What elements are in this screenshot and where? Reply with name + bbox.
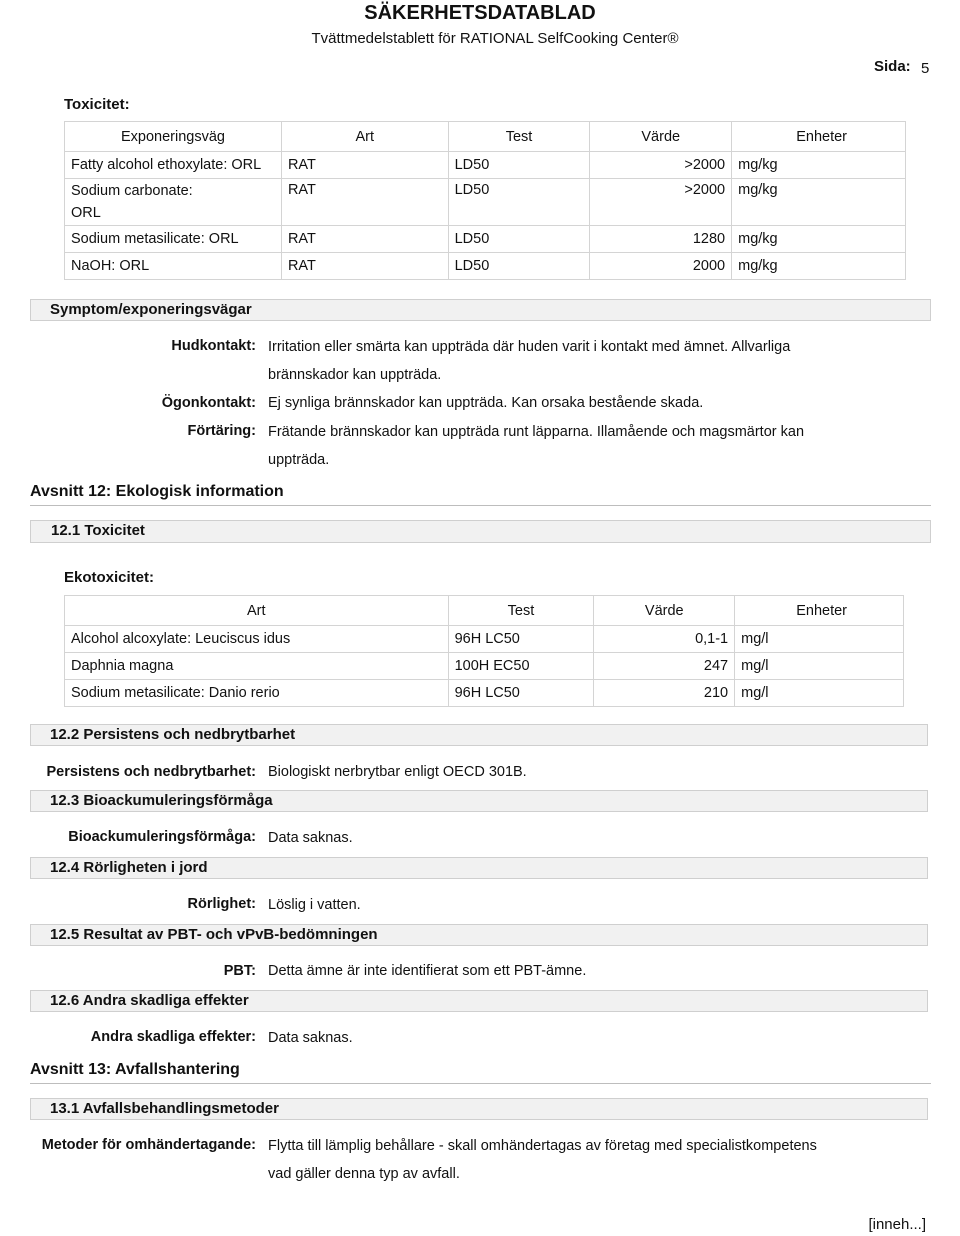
ingestion-line: Frätande brännskador kan uppträda runt läpparna. Illamående och magsmärtor kan (268, 424, 805, 440)
ecotoxicity-table (64, 595, 904, 707)
table-header-row (65, 596, 904, 626)
skin-contact-line: Irritation eller smärta kan uppträda där huden varit i kontakt med ämnet. Allvarliga (268, 339, 791, 355)
document-subtitle: Tvättmedelstablett för RATIONAL SelfCooking Center® (311, 30, 679, 47)
subsection-12-6-bar: 12.6 Andra skadliga effekter (30, 990, 928, 1012)
table-row (65, 653, 904, 680)
table-row (65, 626, 904, 653)
continued-marker: [inneh...] (868, 1216, 926, 1233)
column-header: Enheter (735, 596, 904, 626)
eye-contact-label: Ögonkontakt: (161, 395, 256, 411)
subsection-12-2-bar: 12.2 Persistens och nedbrytbarhet (30, 724, 928, 746)
table-row (65, 179, 906, 226)
test-cell: LD50 (448, 226, 590, 253)
persistence-value: Biologiskt nerbrytbar enligt OECD 301B. (268, 764, 527, 780)
column-header: Art (281, 122, 448, 152)
subsection-12-5-bar: 12.5 Resultat av PBT- och vPvB-bedömningen (30, 924, 928, 946)
route-cell: Fatty alcohol ethoxylate: ORL (65, 152, 282, 179)
skin-contact-label: Hudkontakt: (171, 338, 256, 354)
ingestion-line: uppträda. (268, 452, 330, 468)
ingestion-label: Förtäring: (187, 423, 256, 439)
ecotoxicity-heading: Ekotoxicitet: (64, 569, 155, 586)
subsection-12-1-bar: 12.1 Toxicitet (30, 520, 931, 543)
eye-contact-text: Ej synliga brännskador kan uppträda. Kan orsaka bestående skada. (268, 395, 704, 411)
mobility-value: Löslig i vatten. (268, 897, 361, 913)
species-cell: RAT (281, 226, 448, 253)
mobility-label: Rörlighet: (187, 896, 256, 912)
section-13-heading: Avsnitt 13: Avfallshantering (30, 1061, 240, 1078)
route-line: ORL (71, 205, 101, 221)
unit-cell: mg/kg (732, 226, 906, 253)
test-cell: 96H LC50 (448, 626, 594, 653)
persistence-label: Persistens och nedbrytbarhet: (46, 764, 256, 780)
test-cell: 100H EC50 (448, 653, 594, 680)
species-cell: RAT (281, 179, 448, 226)
test-cell: LD50 (448, 179, 590, 226)
table-header-row (65, 122, 906, 152)
test-cell: 96H LC50 (448, 680, 594, 707)
column-header: Art (65, 596, 449, 626)
toxicity-table (64, 121, 906, 280)
unit-cell: mg/kg (732, 179, 906, 226)
route-line: Sodium carbonate: (71, 183, 193, 199)
column-header: Exponeringsväg (65, 122, 282, 152)
page-number: 5 (921, 60, 930, 77)
unit-cell: mg/l (735, 680, 904, 707)
disposal-methods-line: vad gäller denna typ av avfall. (268, 1166, 460, 1182)
value-cell: >2000 (590, 152, 732, 179)
table-row (65, 226, 906, 253)
column-header: Test (448, 122, 590, 152)
table-row (65, 152, 906, 179)
bioaccumulation-label: Bioackumuleringsförmåga: (68, 829, 256, 845)
other-effects-label: Andra skadliga effekter: (90, 1029, 256, 1045)
unit-cell: mg/kg (732, 253, 906, 280)
species-cell: Daphnia magna (65, 653, 449, 680)
unit-cell: mg/l (735, 626, 904, 653)
pbt-value: Detta ämne är inte identifierat som ett PBT-ämne. (268, 963, 587, 979)
table-row (65, 253, 906, 280)
subsection-12-3-bar: 12.3 Bioackumuleringsförmåga (30, 790, 928, 812)
toxicity-heading: Toxicitet: (64, 96, 130, 113)
disposal-methods-line: Flytta till lämplig behållare - skall omhändertagas av företag med specialistkompetens (268, 1138, 817, 1154)
column-header: Värde (590, 122, 732, 152)
pbt-label: PBT: (223, 963, 256, 979)
skin-contact-text (268, 333, 790, 389)
value-cell: 247 (594, 653, 735, 680)
disposal-methods-label: Metoder för omhändertagande: (41, 1137, 256, 1153)
species-cell: RAT (281, 253, 448, 280)
disposal-methods-text (268, 1132, 817, 1188)
subsection-13-1-bar: 13.1 Avfallsbehandlingsmetoder (30, 1098, 928, 1120)
route-cell: Sodium metasilicate: ORL (65, 226, 282, 253)
document-title: SÄKERHETSDATABLAD (364, 2, 596, 24)
unit-cell: mg/l (735, 653, 904, 680)
column-header: Värde (594, 596, 735, 626)
route-cell: NaOH: ORL (65, 253, 282, 280)
section-12-heading: Avsnitt 12: Ekologisk information (30, 483, 284, 500)
species-cell: Sodium metasilicate: Danio rerio (65, 680, 449, 707)
value-cell: >2000 (590, 179, 732, 226)
other-effects-value: Data saknas. (268, 1030, 353, 1046)
value-cell: 0,1-1 (594, 626, 735, 653)
bioaccumulation-value: Data saknas. (268, 830, 353, 846)
value-cell: 210 (594, 680, 735, 707)
species-cell: RAT (281, 152, 448, 179)
value-cell: 2000 (590, 253, 732, 280)
ingestion-text (268, 418, 804, 474)
column-header: Enheter (732, 122, 906, 152)
unit-cell: mg/kg (732, 152, 906, 179)
route-cell (65, 179, 282, 226)
page-label: Sida: (874, 58, 911, 75)
value-cell: 1280 (590, 226, 732, 253)
column-header: Test (448, 596, 594, 626)
subsection-12-4-bar: 12.4 Rörligheten i jord (30, 857, 928, 879)
table-row (65, 680, 904, 707)
skin-contact-line: brännskador kan uppträda. (268, 367, 442, 383)
species-cell: Alcohol alcoxylate: Leuciscus idus (65, 626, 449, 653)
symptoms-bar: Symptom/exponeringsvägar (30, 299, 931, 321)
test-cell: LD50 (448, 253, 590, 280)
test-cell: LD50 (448, 152, 590, 179)
